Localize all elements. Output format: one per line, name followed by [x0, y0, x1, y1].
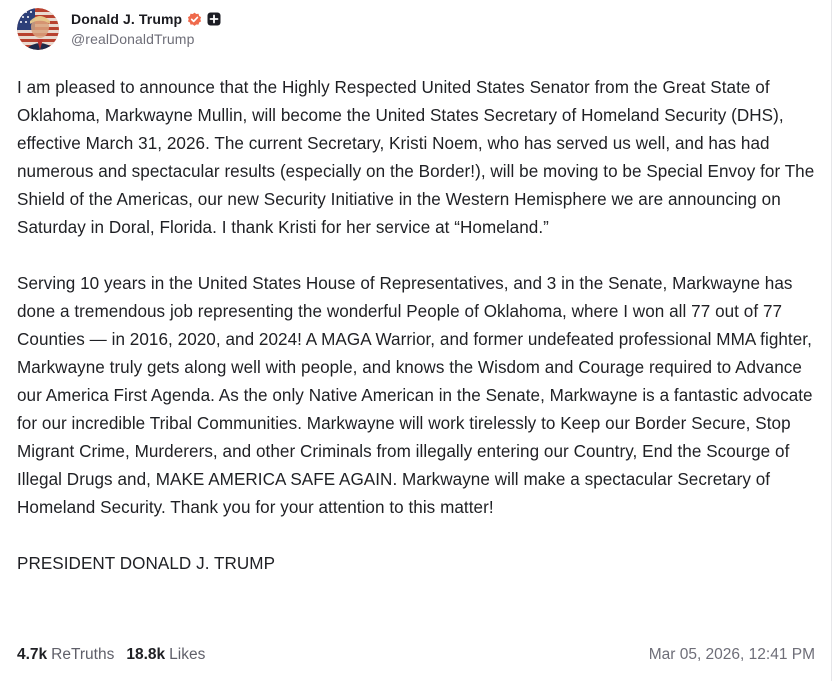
likes-label: Likes	[169, 646, 206, 663]
retruths-stat[interactable]	[17, 646, 114, 664]
post-stats	[17, 646, 217, 664]
likes-count: 18.8k	[126, 646, 166, 663]
post-footer	[17, 644, 815, 666]
display-name[interactable]: Donald J. Trump	[71, 11, 183, 27]
post-header	[17, 8, 221, 52]
name-row	[71, 9, 221, 29]
user-handle[interactable]: @realDonaldTrump	[71, 31, 195, 47]
flag-portrait-avatar-icon	[17, 8, 59, 50]
truth-plus-icon	[207, 12, 221, 26]
post-content	[17, 74, 822, 578]
likes-stat[interactable]	[126, 646, 205, 664]
avatar[interactable]	[17, 8, 59, 50]
verified-badge-icon	[187, 12, 202, 27]
post-paragraph-2: Serving 10 years in the United States House of Representatives, and 3 in the Senate, Markwayne has done a tremendous job representing the wonderful People of Oklahoma, where I won all 77 out of 77 Counties — in 2016, 2020, and 2024! A MAGA Warrior, and former undefeated professional MMA fighter, Markwayne truly gets along well with people, and knows the Wisdom and Courage required to Advance our America First Agenda. As the only Native American in the Senate, Markwayne is a fantastic advocate for our incredible Tribal Communities. Markwayne will work tirelessly to Keep our Border Secure, Stop Migrant Crime, Murderers, and other Criminals from illegally entering our Country, End the Scourge of Illegal Drugs and, MAKE AMERICA SAFE AGAIN. Markwayne will make a spectacular Secretary of Homeland Security. Thank you for your attention to this matter!	[17, 274, 818, 517]
retruths-label: ReTruths	[51, 646, 115, 663]
post-timestamp[interactable]: Mar 05, 2026, 12:41 PM	[648, 646, 815, 663]
post-signature: PRESIDENT DONALD J. TRUMP	[17, 554, 276, 573]
author-info	[71, 8, 221, 47]
retruths-count: 4.7k	[17, 646, 48, 663]
post-paragraph-1: I am pleased to announce that the Highly Respected United States Senator from the Great State of Oklahoma, Markwayne Mullin, will become the United States Secretary of Homeland Security (DHS), effective March 31, 2026. The current Secretary, Kristi Noem, who has served us well, and has had numerous and spectacular results (especially on the Border!), will be moving to be Special Envoy for The Shield of the Americas, our new Security Initiative in the Western Hemisphere we are announcing on Saturday in Doral, Florida. I thank Kristi for her service at “Homeland.”	[17, 78, 820, 237]
